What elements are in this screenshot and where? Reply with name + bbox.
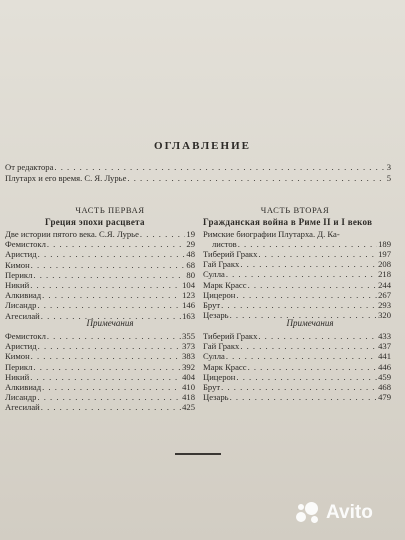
entry-page: 80	[186, 269, 195, 280]
dot-leader	[240, 341, 377, 351]
entry-title: Аристид	[5, 341, 37, 352]
toc-entry-part1-notes	[5, 392, 195, 402]
entry-title: Цицерон	[203, 371, 236, 382]
toc-entry-part2	[203, 280, 391, 290]
toc-entry-part1	[5, 270, 195, 280]
avito-logo-icon	[296, 500, 322, 526]
entry-title: Агесилай	[5, 402, 40, 413]
dot-leader	[221, 300, 377, 310]
toc-entry-part2	[203, 249, 391, 259]
entry-page: 48	[186, 249, 195, 260]
entry-title: Тиберий Гракх	[203, 249, 258, 259]
dot-leader	[258, 331, 377, 341]
dot-leader	[41, 402, 181, 412]
dot-leader	[230, 392, 378, 402]
entry-title: От редактора	[5, 162, 54, 172]
dot-leader	[38, 341, 181, 351]
entry-title: Никий	[5, 371, 30, 382]
entry-page: 479	[378, 392, 391, 403]
dot-leader	[37, 300, 181, 310]
entry-title: Римские биографии Плутарха. Д. Ка-	[203, 229, 340, 239]
entry-page: 146	[182, 300, 195, 311]
entry-title: Кимон	[5, 259, 30, 270]
dot-leader	[30, 280, 181, 290]
entry-page: 163	[182, 310, 195, 321]
watermark	[296, 500, 373, 526]
toc-entry-part2-notes	[203, 382, 391, 392]
entry-page: 197	[378, 249, 391, 259]
entry-page: 355	[182, 331, 195, 341]
toc-entry-part1	[5, 280, 195, 290]
dot-leader	[258, 249, 377, 259]
part2-intro-line1	[203, 229, 391, 239]
entry-page: 410	[182, 382, 195, 392]
toc-entry-part1-notes	[5, 382, 195, 392]
part1-notes-label: Примечания	[86, 318, 134, 328]
dot-leader	[248, 362, 378, 372]
part1-label: ЧАСТЬ ПЕРВАЯ	[75, 205, 145, 215]
entry-title: Марк Красс	[203, 279, 247, 290]
dot-leader	[47, 239, 186, 249]
part2-heading: Гражданская война в Риме II и I веков	[203, 217, 373, 227]
entry-page: 104	[182, 280, 195, 290]
toc-entry-part2-notes	[203, 392, 391, 402]
toc-entry-part1	[5, 260, 195, 270]
entry-page: 293	[378, 300, 391, 310]
entry-title: Алкивиад	[5, 382, 42, 392]
dot-leader	[47, 331, 181, 341]
entry-title: Фемистокл	[5, 239, 46, 250]
end-rule	[175, 453, 221, 455]
toc-entry-part1	[5, 239, 195, 249]
dot-leader	[226, 351, 377, 361]
entry-title: Лисандр	[5, 300, 37, 311]
entry-page: 437	[378, 341, 391, 352]
toc-entry-part1	[5, 290, 195, 300]
entry-title: Две истории пятого века. С.Я. Лурье	[5, 229, 139, 239]
entry-page: 244	[378, 279, 391, 290]
toc-entry-front	[5, 173, 391, 183]
toc-entry-part2-notes	[203, 331, 391, 341]
entry-title: Перикл	[5, 269, 33, 280]
entry-page: 433	[378, 331, 391, 341]
dot-leader	[33, 362, 181, 372]
entry-page: 218	[378, 269, 391, 280]
entry-page: 392	[182, 361, 195, 372]
toc-entry-part2	[203, 259, 391, 269]
entry-title: Цезарь	[203, 392, 229, 403]
toc-entry-part2-notes	[203, 372, 391, 382]
entry-page: 418	[182, 392, 195, 403]
entry-page: 189	[378, 239, 391, 249]
dot-leader	[42, 290, 181, 300]
entry-title: Кимон	[5, 351, 30, 362]
entry-title: Марк Красс	[203, 361, 247, 372]
dot-leader	[38, 249, 186, 259]
entry-title: Лисандр	[5, 392, 37, 403]
toc-entry-part1-notes	[5, 341, 195, 351]
toc-entry-part1-notes	[5, 402, 195, 412]
entry-title: Брут	[203, 300, 221, 310]
entry-title: Плутарх и его время. С. Я. Лурье	[5, 173, 127, 183]
entry-title: Перикл	[5, 361, 33, 372]
toc-entry-part2	[203, 300, 391, 310]
entry-title: Тиберий Гракх	[203, 331, 258, 341]
toc-entry-part1-notes	[5, 362, 195, 372]
entry-page: 404	[182, 371, 195, 382]
entry-page: 468	[378, 382, 391, 392]
entry-page: 446	[378, 361, 391, 372]
dot-leader	[248, 280, 378, 290]
entry-title: Гай Гракх	[203, 259, 240, 270]
dot-leader	[127, 173, 385, 183]
entry-page: 5	[386, 173, 391, 183]
entry-page: 267	[378, 289, 391, 300]
entry-page: 459	[378, 371, 391, 382]
dot-leader	[240, 259, 377, 269]
entry-title: Цезарь	[203, 310, 229, 321]
toc-entry-part2-notes	[203, 341, 391, 351]
entry-title: Гай Гракх	[203, 341, 240, 352]
dot-leader	[238, 239, 377, 249]
entry-title: Агесилай	[5, 310, 40, 321]
entry-page: 123	[182, 290, 195, 301]
toc-entry-part1	[5, 229, 195, 239]
entry-page: 320	[378, 310, 391, 321]
entry-title: листов	[212, 239, 237, 249]
dot-leader	[236, 290, 377, 300]
entry-page: 373	[182, 341, 195, 352]
entry-page: 441	[378, 351, 391, 362]
dot-leader	[236, 372, 377, 382]
entry-title: Никий	[5, 280, 30, 290]
toc-entry-part2-notes	[203, 351, 391, 361]
entry-title: Цицерон	[203, 289, 236, 300]
entry-page: 3	[386, 162, 391, 172]
dot-leader	[226, 269, 377, 279]
dot-leader	[30, 372, 181, 382]
dot-leader	[54, 162, 385, 172]
entry-page: 19	[186, 229, 195, 239]
toc-entry-part1-notes	[5, 331, 195, 341]
entry-title: Алкивиад	[5, 290, 42, 301]
entry-page: 425	[182, 402, 195, 413]
dot-leader	[140, 229, 186, 239]
entry-title: Сулла	[203, 351, 225, 362]
entry-title: Сулла	[203, 269, 225, 280]
toc-entry-part1-notes	[5, 351, 195, 361]
dot-leader	[221, 382, 377, 392]
page-title: ОГЛАВЛЕНИЕ	[154, 140, 251, 152]
entry-page: 68	[186, 259, 195, 270]
entry-title: Фемистокл	[5, 331, 46, 341]
entry-page: 29	[186, 239, 195, 250]
part2-intro-line2	[212, 239, 391, 249]
entry-title: Аристид	[5, 249, 37, 260]
part1-heading: Греция эпохи расцвета	[45, 217, 145, 227]
part2-label: ЧАСТЬ ВТОРАЯ	[260, 205, 330, 215]
toc-entry-front	[5, 162, 391, 172]
toc-entry-part1-notes	[5, 372, 195, 382]
toc-entry-part2	[203, 290, 391, 300]
part2-notes-label: Примечания	[286, 318, 334, 328]
toc-entry-part1	[5, 300, 195, 310]
entry-page: 208	[378, 259, 391, 270]
watermark-text: Avito	[326, 502, 373, 523]
dot-leader	[33, 270, 185, 280]
dot-leader	[31, 351, 181, 361]
dot-leader	[37, 392, 181, 402]
toc-entry-part1	[5, 249, 195, 259]
dot-leader	[42, 382, 181, 392]
toc-entry-part2-notes	[203, 362, 391, 372]
entry-page: 383	[182, 351, 195, 362]
entry-title: Брут	[203, 382, 221, 392]
toc-entry-part2	[203, 269, 391, 279]
dot-leader	[31, 260, 186, 270]
